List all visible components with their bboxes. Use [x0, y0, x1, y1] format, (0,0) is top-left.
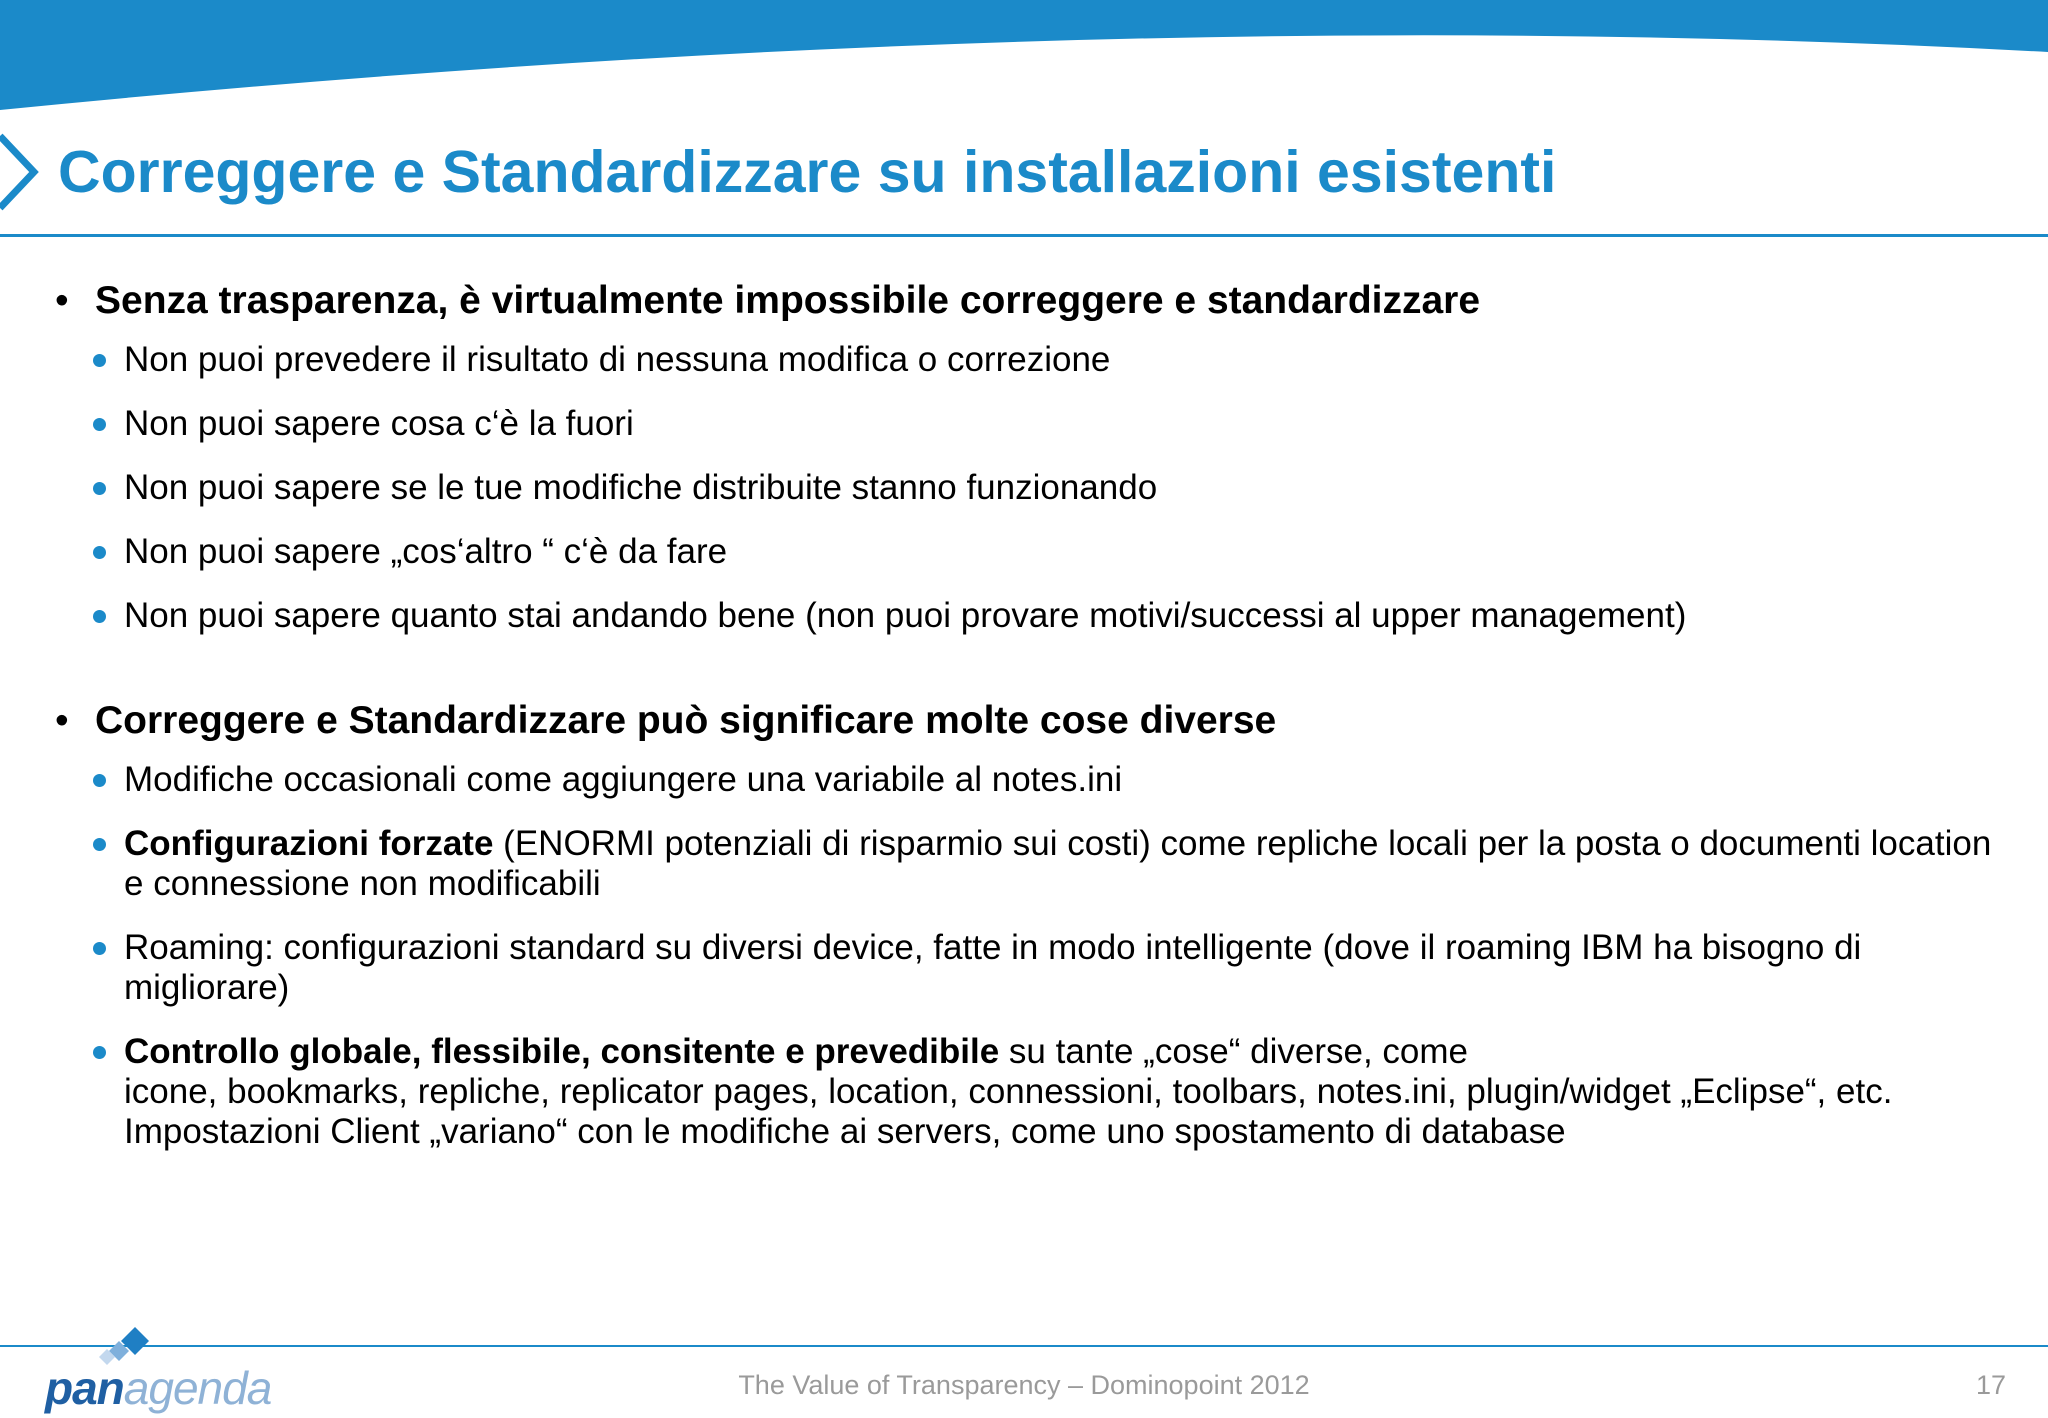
section-heading — [55, 694, 2015, 748]
list-item — [93, 404, 2015, 444]
list-item-text: Controllo globale, flessibile, consitente e prevedibile su tante „cose“ diverse, come icone, bookmarks, repliche, replicator pages, location, connessioni, toolbars, notes.ini, plugin/widget „Eclipse“, etc. Impostazioni Client „variano“ con le modifiche ai servers, come uno spostamento di database — [124, 1032, 1893, 1151]
list-item-text: Non puoi sapere cosa c‘è la fuori — [124, 404, 634, 443]
section-heading-text: Correggere e Standardizzare può significare molte cose diverse — [95, 699, 1277, 742]
bullet-dot-icon — [93, 482, 106, 495]
list-item-text: Non puoi sapere quanto stai andando bene (non puoi provare motivi/successi al upper management) — [124, 596, 1687, 635]
list-item — [93, 928, 2015, 1008]
section-standardize — [55, 694, 2015, 1152]
list-item — [93, 340, 2015, 380]
bullet-dot-icon — [93, 774, 106, 787]
slide-content — [55, 274, 2015, 1176]
bullet-dot-icon — [93, 354, 106, 367]
list-item — [93, 532, 2015, 572]
list-item-text: Configurazioni forzate (ENORMI potenziali di risparmio sui costi) come repliche locali per la posta o documenti location e connessione non modificabili — [124, 824, 1992, 903]
list-item — [93, 824, 2015, 904]
bullet-icon: • — [55, 699, 69, 742]
list-item-text: Non puoi sapere se le tue modifiche distribuite stanno funzionando — [124, 468, 1158, 507]
list-item — [93, 596, 2015, 636]
bullet-dot-icon — [93, 942, 106, 955]
bullet-dot-icon — [93, 1046, 106, 1059]
slide-title: Correggere e Standardizzare su installazioni esistenti — [58, 139, 1557, 205]
list-item-text: Modifiche occasionali come aggiungere una variabile al notes.ini — [124, 760, 1123, 799]
chevron-icon — [0, 132, 40, 212]
bullet-dot-icon — [93, 418, 106, 431]
list-item-text: Non puoi prevedere il risultato di nessuna modifica o correzione — [124, 340, 1111, 379]
title-divider — [0, 234, 2048, 237]
bullet-list — [55, 760, 2015, 1152]
section-transparency — [55, 274, 2015, 636]
logo-wordmark: panagenda — [45, 1362, 272, 1414]
footer-divider — [0, 1345, 2048, 1347]
bullet-icon: • — [55, 279, 69, 322]
bullet-dot-icon — [93, 838, 106, 851]
list-item-text: Roaming: configurazioni standard su diversi device, fatte in modo intelligente (dove il roaming IBM ha bisogno di migliorare) — [124, 928, 1862, 1007]
list-item — [93, 468, 2015, 508]
list-item — [93, 760, 2015, 800]
section-heading-text: Senza trasparenza, è virtualmente impossibile correggere e standardizzare — [95, 279, 1481, 322]
header-band — [0, 0, 2048, 115]
page-number: 17 — [1975, 1370, 2006, 1400]
bullet-dot-icon — [93, 610, 106, 623]
bullet-dot-icon — [93, 546, 106, 559]
section-heading — [55, 274, 2015, 328]
bullet-list — [55, 340, 2015, 636]
footer-caption: The Value of Transparency – Dominopoint 2012 — [738, 1370, 1310, 1400]
list-item-text: Non puoi sapere „cos‘altro “ c‘è da fare — [124, 532, 728, 571]
list-item — [93, 1032, 2015, 1152]
